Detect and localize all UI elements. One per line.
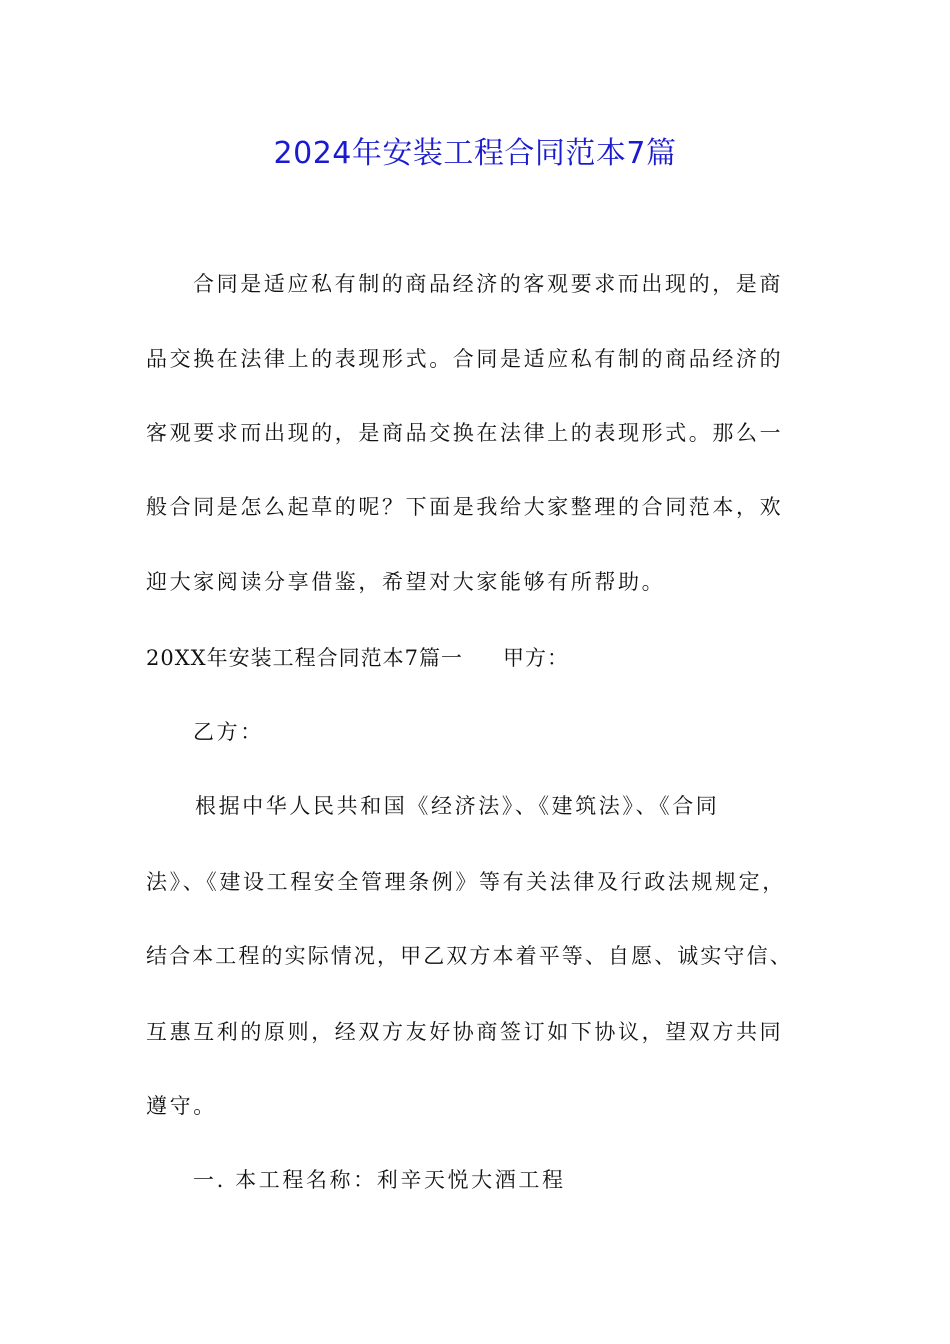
intro-line-5: 迎大家阅读分享借鉴，希望对大家能够有所帮助。 xyxy=(146,570,666,594)
section-heading: 20XX年安装工程合同范本7篇一 xyxy=(146,646,463,670)
intro-line-3: 客观要求而出现的，是商品交换在法律上的表现形式。那么一 xyxy=(146,421,784,445)
basis-line-3: 结合本工程的实际情况，甲乙双方本着平等、自愿、诚实守信、 xyxy=(146,944,793,968)
section-heading-line xyxy=(146,638,836,678)
basis-line-1: 根据中华人民共和国《经济法》、《建筑法》、《合同 xyxy=(195,794,720,818)
basis-line-5: 遵守。 xyxy=(146,1094,217,1118)
intro-line-1: 合同是适应私有制的商品经济的客观要求而出现的，是商 xyxy=(193,272,783,296)
intro-line-2: 品交换在法律上的表现形式。合同是适应私有制的商品经济的 xyxy=(146,347,784,371)
basis-line-2: 法》、《建设工程安全管理条例》等有关法律及行政法规规定， xyxy=(146,870,786,894)
document-title: 2024年安装工程合同范本7篇 xyxy=(273,136,677,171)
intro-line-4: 般合同是怎么起草的呢？下面是我给大家整理的合同范本，欢 xyxy=(146,495,784,519)
clause-1-project-name: 一. 本工程名称：利辛天悦大酒工程 xyxy=(193,1168,566,1192)
basis-line-4: 互惠互利的原则，经双方友好协商签订如下协议，望双方共同 xyxy=(146,1020,784,1044)
party-a-label: 甲方： xyxy=(502,646,569,670)
party-b-label: 乙方： xyxy=(193,720,264,744)
